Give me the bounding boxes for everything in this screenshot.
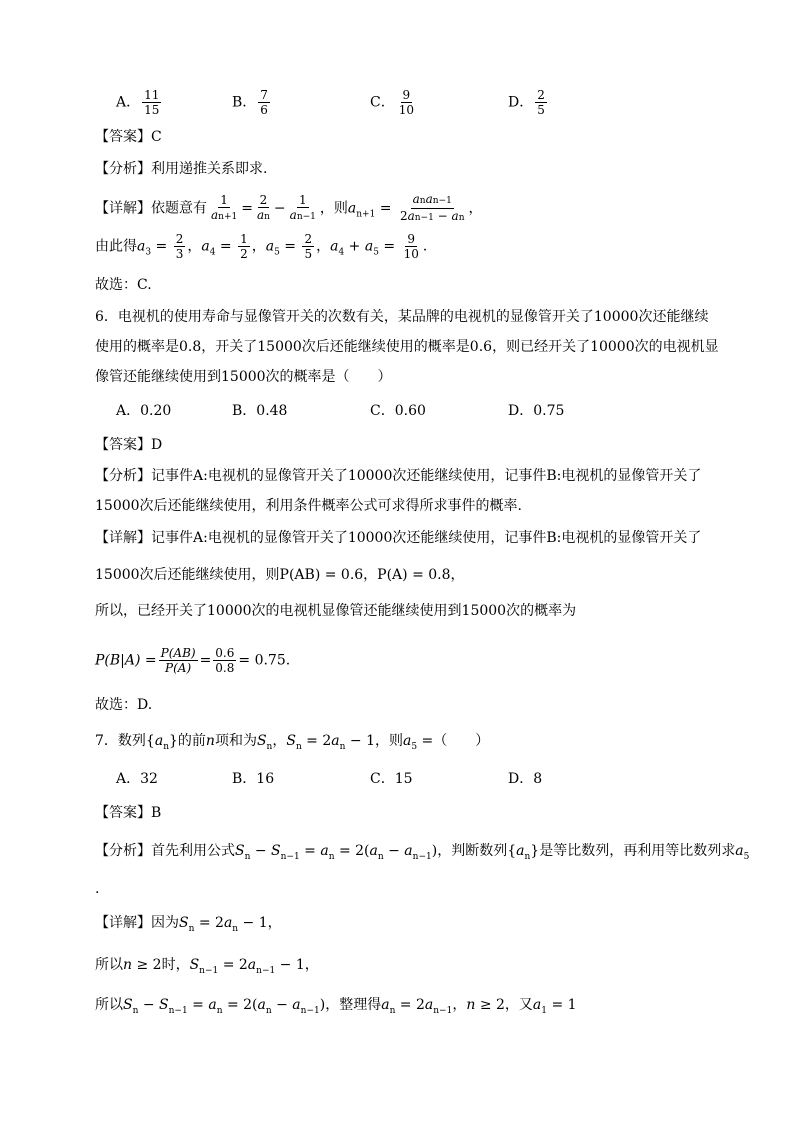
formula-fraction: $\frac{2}{5}$ xyxy=(304,232,313,261)
q5-answer xyxy=(95,128,162,146)
numerator: 7 xyxy=(260,88,268,102)
detail-text: ， xyxy=(468,200,483,217)
formula-fraction: $\frac{1}{2}$ xyxy=(240,232,248,261)
formula-fraction: $\frac{P(AB)}{P(A)}$ xyxy=(160,646,196,675)
q6-analysis-line1 xyxy=(95,467,701,485)
q6-option-d: D．0.75 xyxy=(508,403,565,419)
numerator: 2 xyxy=(537,88,545,102)
q7-option-a: A．32 xyxy=(116,771,158,787)
q7-analysis: 【分析】首先利用公式$S_n - S_{n-1} = a_n = 2(a_n - a_{n-1})$，判断数列$\{a_n\}$是等比数列，再利用等比数列求$a_5$ xyxy=(95,843,750,862)
q6-formula: P(B|A) = $\frac{P(AB)}{P(A)}$ = $\frac{0.6}{0.8}$ = 0.75. xyxy=(95,646,291,675)
formula-fraction: $\frac{1}{an-1}$ xyxy=(289,193,316,222)
answer-tag: 【答案】 xyxy=(95,805,151,821)
formula-fraction: $\frac{0.6}{0.8}$ xyxy=(215,646,235,675)
q6-option-c: C．0.60 xyxy=(370,403,426,419)
q5-option-d xyxy=(508,88,549,117)
formula-fraction: $\frac{2}{an}$ xyxy=(256,193,270,222)
detail-tag: 【详解】 xyxy=(95,200,151,217)
answer-value: B xyxy=(151,805,162,821)
q6-detail-line2: 15000次后还能继续使用，则P(AB) = 0.6，P(A) = 0.8， xyxy=(95,567,465,583)
stem-text: 7．数列 xyxy=(95,733,146,749)
analysis-text: 首先利用公式 xyxy=(151,843,235,859)
option-letter: D． xyxy=(508,94,534,111)
denominator: 6 xyxy=(260,103,268,117)
detail-text: ，整理得 xyxy=(325,997,382,1013)
detail-tag: 【详解】 xyxy=(95,915,151,931)
detail-tag: 【详解】 xyxy=(95,530,151,546)
q7-detail-line3: 所以$S_n - S_{n-1} = a_n = 2(a_n - a_{n-1})$，整理得$a_n = 2a_{n-1}$，n ≥ 2，又$a_1 = 1$ xyxy=(95,997,577,1016)
formula-fraction: $\frac{9}{10}$ xyxy=(403,232,419,261)
detail-text: 所以 xyxy=(95,957,123,973)
q6-analysis-line2: 15000次后还能继续使用，利用条件概率公式可求得所求事件的概率. xyxy=(95,498,522,514)
q6-conclusion: 故选：D. xyxy=(95,697,153,713)
detail-text: ，又 xyxy=(504,997,533,1013)
detail-text: 因为 xyxy=(151,915,179,931)
fraction xyxy=(142,88,161,117)
answer-value: C xyxy=(151,129,162,145)
q5-option-b xyxy=(232,88,272,117)
detail-text: ，则 xyxy=(319,200,348,217)
option-letter: A． xyxy=(116,94,141,111)
q6-answer xyxy=(95,436,162,454)
formula-fraction: $\frac{1}{an+1}$ xyxy=(211,193,238,222)
formula-fraction: $\frac{2}{3}$ xyxy=(175,232,184,261)
detail-text: 所以 xyxy=(95,997,123,1013)
detail-text: 由此得 xyxy=(95,238,137,255)
numerator: 9 xyxy=(402,88,411,102)
numerator: 11 xyxy=(144,88,160,102)
answer-tag: 【答案】 xyxy=(95,129,151,145)
q7-option-c: C．15 xyxy=(370,771,413,787)
q6-stem-line3: 像管还能继续使用到15000次的概率是（ ） xyxy=(95,369,392,385)
fraction xyxy=(258,88,270,117)
stem-text: （ ） xyxy=(433,733,490,749)
denominator: 10 xyxy=(398,103,414,117)
analysis-tag: 【分析】 xyxy=(95,468,151,484)
analysis-text: 是等比数列，再利用等比数列求 xyxy=(539,843,736,859)
option-letter: C． xyxy=(370,94,395,111)
fraction xyxy=(535,88,547,117)
q7-answer xyxy=(95,804,161,822)
analysis-text: 利用递推关系即求. xyxy=(151,161,268,177)
analysis-tag: 【分析】 xyxy=(95,161,151,177)
stem-text: 项和为 xyxy=(214,733,257,749)
q6-option-b: B．0.48 xyxy=(232,403,288,419)
q6-stem-line1: 6．电视机的使用寿命与显像管开关的次数有关，某品牌的电视机的显像管开关了10000次还能继续 xyxy=(95,309,709,325)
detail-text: ． xyxy=(422,238,437,255)
q5-analysis xyxy=(95,160,267,178)
q5-detail-line2: 由此得$a_3$ = $\frac{2}{3}$ ，$a_4$ = $\frac{1}{2}$ ，$a_5$ = $\frac{2}{5}$ ，$a_4 + a_5$ = $\frac{9}{10}$ ． xyxy=(95,232,437,261)
option-letter: B． xyxy=(232,94,257,111)
q6-detail-line1 xyxy=(95,529,701,547)
analysis-tag: 【分析】 xyxy=(95,843,151,859)
analysis-text: ，判断数列 xyxy=(437,843,508,859)
q7-detail-line2: 所以n ≥ 2时，$S_{n-1} = 2a_{n-1} - 1$， xyxy=(95,957,319,976)
q5-conclusion: 故选：C. xyxy=(95,277,152,293)
formula-fraction: $\frac{\text{anan−1}}{2an-1 - an}$ xyxy=(399,192,465,223)
q5-option-a xyxy=(116,88,163,117)
q5-detail-line1: 【详解】依题意有 $\frac{1}{an+1}$ = $\frac{2}{an}$ − $\frac{1}{an-1}$ ，则$a_{n+1}$ = $\frac{\text{anan−1}}{2an-1 - an}$ ， xyxy=(95,192,483,223)
stem-text: ， xyxy=(272,733,287,749)
q7-analysis-dot: . xyxy=(95,881,100,897)
formula-left: P(B|A) = xyxy=(95,652,157,669)
denominator: 15 xyxy=(144,103,160,117)
stem-text: 的前 xyxy=(177,733,206,749)
q6-detail-line3: 所以，已经开关了10000次的电视机显像管还能继续使用到15000次的概率为 xyxy=(95,603,577,619)
q6-stem-line2: 使用的概率是0.8，开关了15000次后还能继续使用的概率是0.6，则已经开关了10000次的电视机显 xyxy=(95,339,719,355)
q7-stem: 7．数列$\{a_n\}$的前n项和为$S_n$，$S_n = 2a_n - 1$，则$a_5$ =（ ） xyxy=(95,733,490,752)
analysis-text: 记事件A:电视机的显像管开关了10000次还能继续使用，记事件B:电视机的显像管开关了 xyxy=(151,468,702,484)
fraction xyxy=(397,88,416,117)
q6-option-a: A．0.20 xyxy=(116,403,172,419)
detail-text: 记事件A:电视机的显像管开关了10000次还能继续使用，记事件B:电视机的显像管开关了 xyxy=(151,530,702,546)
detail-text: 依题意有 xyxy=(151,200,207,217)
formula-result: = 0.75. xyxy=(238,652,291,669)
q7-detail-line1: 【详解】因为$S_n = 2a_n - 1$， xyxy=(95,915,282,934)
stem-text: ，则 xyxy=(374,733,403,749)
denominator: 5 xyxy=(537,103,545,117)
answer-value: D xyxy=(151,437,163,453)
q7-option-b: B．16 xyxy=(232,771,275,787)
q5-option-c xyxy=(370,88,418,117)
q7-option-d: D．8 xyxy=(508,771,543,787)
detail-text: 时， xyxy=(161,957,190,973)
answer-tag: 【答案】 xyxy=(95,437,151,453)
